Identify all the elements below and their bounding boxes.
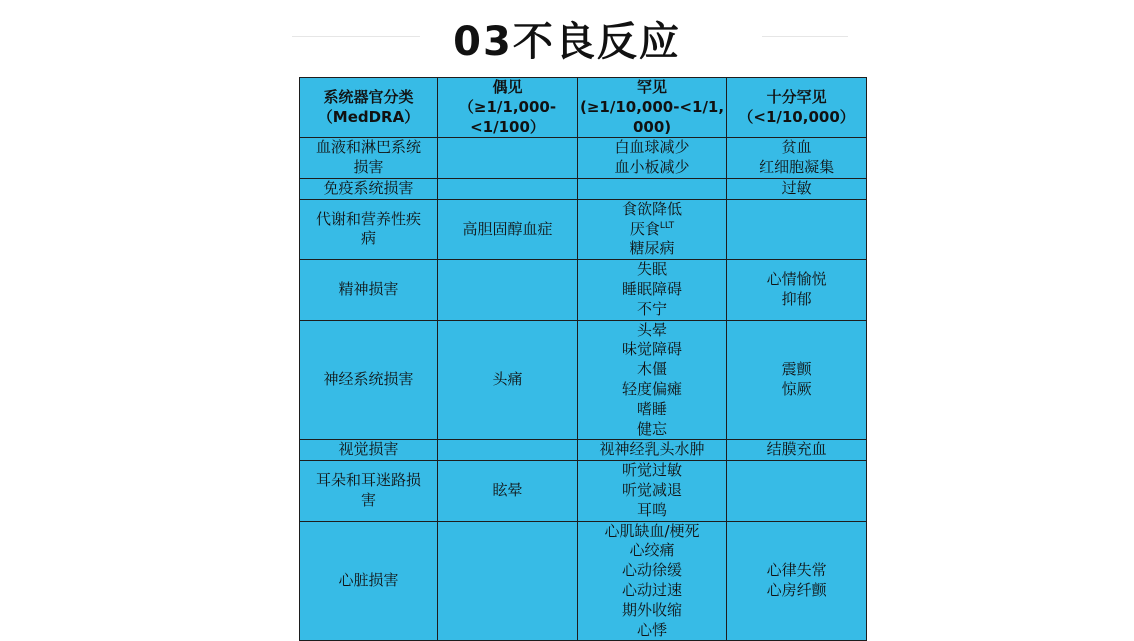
reaction-text: 味觉障碍 [622, 340, 683, 359]
soc-cell [300, 260, 438, 320]
header-row [300, 78, 867, 138]
adverse-reactions-table [299, 77, 867, 641]
rare-cell [578, 260, 727, 320]
soc-cell [300, 521, 438, 641]
reaction-text: 期外收缩 [622, 600, 683, 619]
rare-cell [578, 320, 727, 440]
soc-text: 血液和淋巴系统 [315, 138, 421, 157]
uncommon-cell [438, 521, 578, 641]
header-soc [300, 78, 438, 138]
footnote-marker: LLT [659, 220, 675, 231]
uncommon-cell [438, 260, 578, 320]
reaction-text: 心律失常 [766, 561, 827, 580]
reaction-text: 听觉过敏 [622, 461, 683, 480]
rare-cell [578, 461, 727, 521]
reaction-text: 头晕 [637, 320, 668, 339]
table-row [300, 521, 867, 641]
very-rare-cell [727, 199, 867, 259]
header-uncommon [438, 78, 578, 138]
reaction-text: 耳鸣 [637, 500, 668, 519]
uncommon-cell [438, 138, 578, 179]
soc-text: 视觉损害 [338, 440, 399, 459]
soc-cell [300, 178, 438, 199]
header-very-rare-line: 十分罕见 [766, 87, 827, 106]
header-rare [578, 78, 727, 138]
reaction-text: 心动徐缓 [622, 561, 683, 580]
header-very-rare [727, 78, 867, 138]
very-rare-cell [727, 521, 867, 641]
header-uncommon-line: （≥1/1,000- [458, 97, 557, 116]
reaction-text-with-note [580, 220, 724, 240]
header-rare-line: 000) [632, 117, 672, 136]
reaction-text: 厌食 [629, 219, 660, 238]
header-rare-line: (≥1/10,000-<1/1, [580, 97, 725, 116]
uncommon-cell [438, 440, 578, 461]
reaction-text: 抑郁 [781, 289, 812, 308]
reaction-text: 视神经乳头水肿 [599, 440, 705, 459]
header-very-rare-line: （<1/10,000） [738, 107, 855, 126]
reaction-text: 过敏 [781, 178, 812, 197]
soc-text: 精神损害 [338, 279, 399, 298]
table-row [300, 138, 867, 179]
table-row [300, 461, 867, 521]
reaction-text: 白血球减少 [614, 138, 690, 157]
reaction-text: 木僵 [637, 360, 668, 379]
reaction-text: 睡眠障碍 [622, 279, 683, 298]
reaction-text: 震颤 [781, 360, 812, 379]
soc-text: 耳朵和耳迷路损 [315, 471, 421, 490]
slide-title: 03不良反应 [453, 19, 681, 65]
reaction-text: 心肌缺血/梗死 [604, 521, 700, 540]
table-row [300, 199, 867, 259]
uncommon-cell [438, 461, 578, 521]
reaction-text: 听觉减退 [622, 480, 683, 499]
reaction-text: 心情愉悦 [766, 270, 827, 289]
reaction-text: 食欲降低 [622, 199, 683, 218]
reaction-text: 健忘 [637, 419, 668, 438]
reaction-text: 糖尿病 [629, 239, 675, 258]
reaction-text: 心悸 [637, 620, 668, 639]
rare-cell [578, 178, 727, 199]
soc-text: 病 [360, 229, 376, 248]
table-row [300, 178, 867, 199]
very-rare-cell [727, 440, 867, 461]
header-uncommon-line: <1/100） [470, 117, 545, 136]
soc-cell [300, 199, 438, 259]
reaction-text: 轻度偏瘫 [622, 379, 683, 398]
very-rare-cell [727, 320, 867, 440]
reaction-text: 头痛 [492, 370, 523, 389]
very-rare-cell [727, 178, 867, 199]
table-row [300, 260, 867, 320]
very-rare-cell [727, 138, 867, 179]
soc-text: 代谢和营养性疾 [315, 209, 421, 228]
soc-text: 损害 [353, 158, 384, 177]
reaction-text: 不宁 [637, 299, 668, 318]
reaction-text: 心动过速 [622, 580, 683, 599]
soc-cell [300, 440, 438, 461]
reaction-text: 失眠 [637, 260, 668, 279]
table-row [300, 320, 867, 440]
soc-cell [300, 138, 438, 179]
table-row [300, 440, 867, 461]
reaction-text: 心房纤颤 [766, 580, 827, 599]
rare-cell [578, 521, 727, 641]
soc-text: 免疫系统损害 [323, 178, 414, 197]
header-soc-line: 系统器官分类 [323, 87, 414, 106]
uncommon-cell [438, 178, 578, 199]
reaction-text: 眩晕 [492, 480, 523, 499]
rare-cell [578, 138, 727, 179]
very-rare-cell [727, 461, 867, 521]
rare-cell [578, 440, 727, 461]
header-rare-line: 罕见 [637, 78, 668, 96]
reaction-text: 结膜充血 [766, 440, 827, 459]
header-soc-line: （MedDRA） [317, 107, 420, 126]
very-rare-cell [727, 260, 867, 320]
uncommon-cell [438, 320, 578, 440]
reaction-text: 血小板减少 [614, 158, 690, 177]
soc-cell [300, 320, 438, 440]
soc-text: 心脏损害 [338, 571, 399, 590]
header-uncommon-line: 偶见 [492, 78, 523, 96]
soc-text: 神经系统损害 [323, 370, 414, 389]
soc-text: 害 [360, 490, 376, 509]
reaction-text: 惊厥 [781, 379, 812, 398]
uncommon-cell [438, 199, 578, 259]
reaction-text: 贫血 [781, 138, 812, 157]
rare-cell [578, 199, 727, 259]
reaction-text: 嗜睡 [637, 399, 668, 418]
reaction-text: 红细胞凝集 [759, 158, 835, 177]
soc-cell [300, 461, 438, 521]
reaction-text: 心绞痛 [629, 541, 675, 560]
reaction-text: 高胆固醇血症 [462, 219, 553, 238]
